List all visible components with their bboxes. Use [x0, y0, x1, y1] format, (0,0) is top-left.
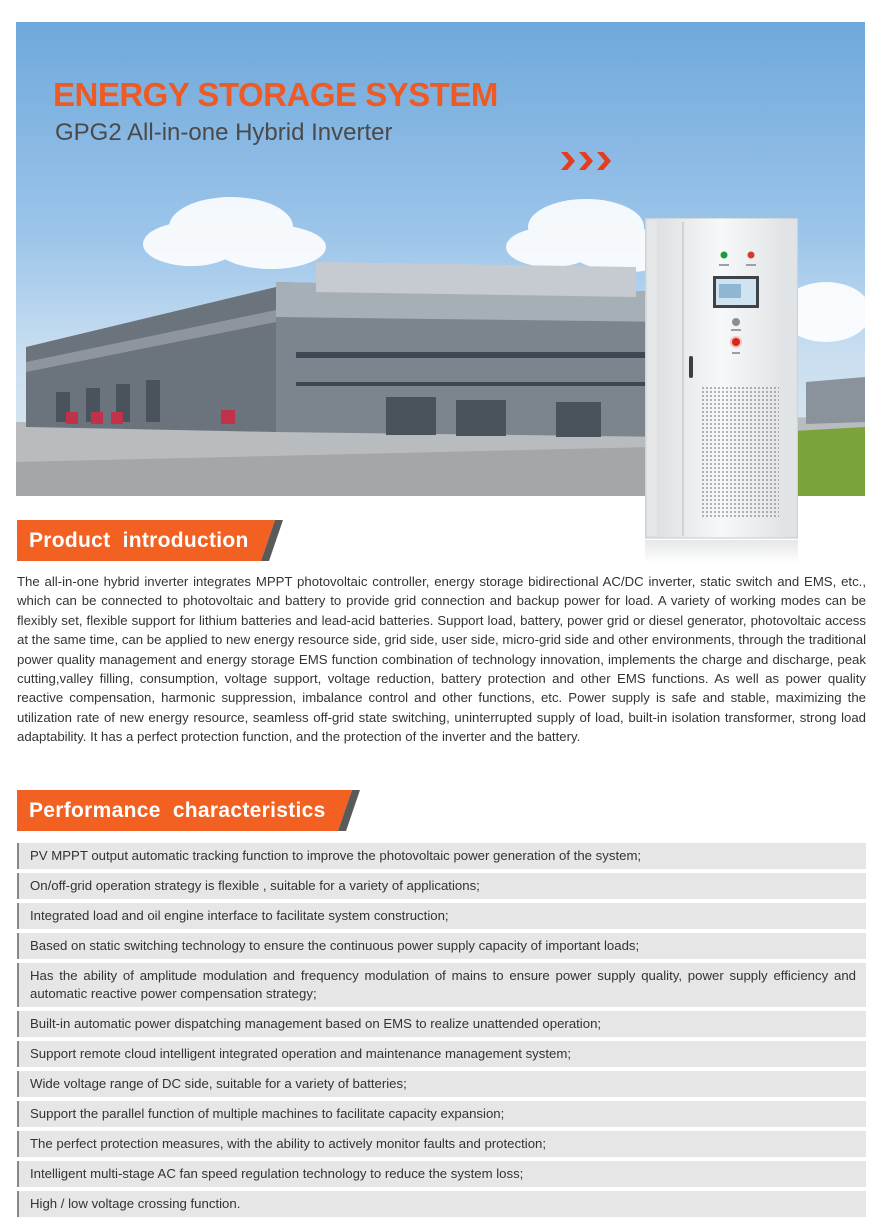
feature-item: Support remote cloud intelligent integrated operation and maintenance management system; — [17, 1041, 866, 1067]
feature-item: Support the parallel function of multiple machines to facilitate capacity expansion; — [17, 1101, 866, 1127]
section-header-performance-characteristics — [17, 790, 360, 831]
inverter-cabinet-image — [645, 218, 798, 563]
arrow-decoration — [561, 152, 611, 170]
feature-item: PV MPPT output automatic tracking function to improve the photovoltaic power generation of the system; — [17, 843, 866, 869]
feature-item: Based on static switching technology to ensure the continuous power supply capacity of important loads; — [17, 933, 866, 959]
feature-item: Intelligent multi-stage AC fan speed regulation technology to reduce the system loss; — [17, 1161, 866, 1187]
section-title: Product introduction — [29, 529, 249, 552]
feature-item: Wide voltage range of DC side, suitable for a variety of batteries; — [17, 1071, 866, 1097]
chevron-right-icon — [597, 152, 611, 170]
feature-item: Integrated load and oil engine interface to facilitate system construction; — [17, 903, 866, 929]
feature-item: The perfect protection measures, with the ability to actively monitor faults and protection; — [17, 1131, 866, 1157]
product-introduction-text: The all-in-one hybrid inverter integrates MPPT photovoltaic controller, energy storage bidirectional AC/DC inverter, static switch and EMS, etc., which can be connected to photovoltaic and battery to provide grid connection and backup power for load. A variety of working modes can be flexibly set, flexible support for lithium batteries and lead-acid batteries. Support load, battery, power grid or diesel generator, photovoltaic access at the same time, can be applied to new energy resource side, grid side, user side, micro-grid side and other environments, through the traditional power quality management and energy storage EMS function combination of technology innovation, implements the charge and discharge, peak cutting,valley filling, consumption, voltage support, voltage reduction, battery protection and other EMS functions. As well as power quality reactive compensation, harmonic suppression, imbalance control and other functions, etc. Power supply is safe and stable, maximizing the utilization rate of new energy resource, seamless off-grid state switching, uninterrupted supply of load, built-in isolation transformer, strong load adaptability. It has a perfect protection function, and the protection of the inverter and the battery. — [17, 574, 866, 745]
section-header-product-introduction — [17, 520, 283, 561]
chevron-right-icon — [561, 152, 575, 170]
feature-item: Built-in automatic power dispatching management based on EMS to realize unattended operation; — [17, 1011, 866, 1037]
feature-item: High / low voltage crossing function. — [17, 1191, 866, 1217]
section-title: Performance characteristics — [29, 799, 326, 822]
hero-subtitle: GPG2 All-in-one Hybrid Inverter — [55, 119, 393, 146]
chevron-right-icon — [579, 152, 593, 170]
feature-item: On/off-grid operation strategy is flexible , suitable for a variety of applications; — [17, 873, 866, 899]
hero-title: ENERGY STORAGE SYSTEM — [53, 76, 498, 113]
feature-item: Has the ability of amplitude modulation and frequency modulation of mains to ensure power supply quality, power supply efficiency and automatic reactive power compensation strategy; — [17, 963, 866, 1007]
features-list — [17, 843, 866, 1221]
